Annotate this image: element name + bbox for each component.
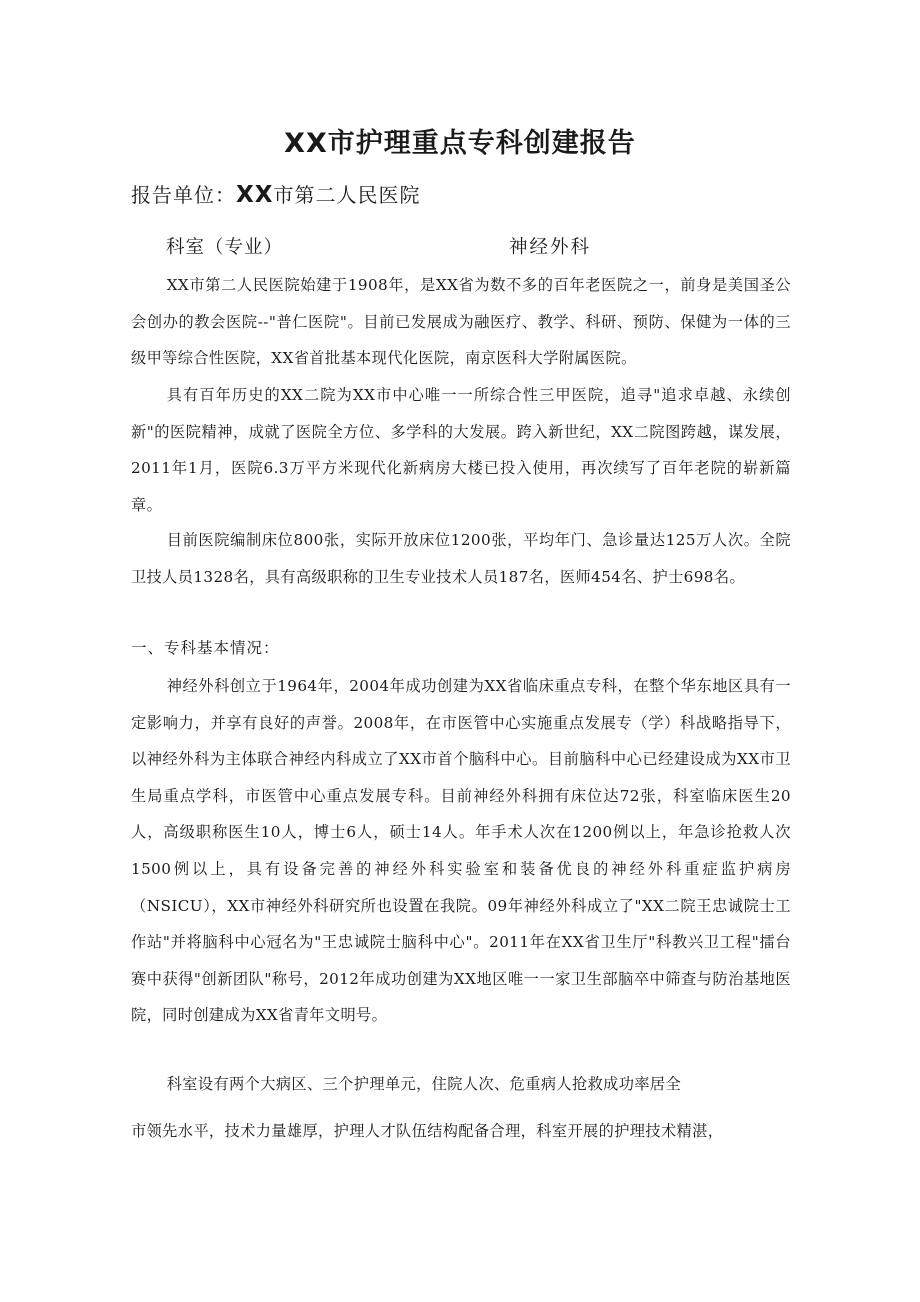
department-value: 神经外科: [509, 237, 592, 258]
section-heading: 一、专科基本情况：: [131, 639, 280, 657]
report-unit-name: 市第二人民医院: [273, 183, 421, 207]
report-unit-bold: XX: [236, 182, 274, 208]
report-unit: [131, 178, 420, 212]
report-unit-label: 报告单位：: [131, 183, 236, 207]
department-label: 科室（专业）: [166, 237, 284, 258]
section-paragraph: 神经外科创立于1964年，2004年成功创建为XX省临床重点专科，在整个华东地区具有一定影响力，并享有良好的声誉。2008年，在市医管中心实施重点发展专（学）科战略指导下，以神经外科为主体联合神经内科成立了XX市首个脑科中心。目前脑科中心已经建设成为XX市卫生局重点学科，市医管中心重点发展专科。目前神经外科拥有床位达72张，科室临床医生20人，高级职称医生10人，博士6人，硕士14人。年手术人次在1200例以上，年急诊抢救人次1500例以上，具有设备完善的神经外科实验室和装备优良的神经外科重症监护病房（NSICU），XX市神经外科研究所也设置在我院。09年神经外科成立了"XX二院王忠诚院士工作站"并将脑科中心冠名为"王忠诚院士脑科中心"。2011年在XX省卫生厅"科教兴卫工程"擂台赛中获得"创新团队"称号，2012年成功创建为XX地区唯一一家卫生部脑卒中筛查与防治基地医院，同时创建成为XX省青年文明号。: [131, 677, 791, 1025]
document-title: XX市护理重点专科创建报告: [284, 128, 636, 159]
intro-paragraph-1: XX市第二人民医院始建于1908年，是XX省为数不多的百年老医院之一，前身是美国圣公会创办的教会医院--"普仁医院"。目前已发展成为融医疗、教学、科研、预防、保健为一体的三级甲等综合性医院，XX省首批基本现代化医院，南京医科大学附属医院。: [131, 276, 791, 368]
closing-line-1: 科室设有两个大病区、三个护理单元，住院人次、危重病人抢救成功率居全: [166, 1075, 682, 1093]
intro-paragraph-3: 目前医院编制床位800张，实际开放床位1200张，平均年门、急诊量达125万人次。全院卫技人员1328名，具有高级职称的卫生专业技术人员187名，医师454名、护士698名。: [131, 531, 791, 586]
closing-line-2: 市领先水平，技术力量雄厚，护理人才队伍结构配备合理，科室开展的护理技术精湛，: [131, 1122, 724, 1140]
intro-paragraph-2: 具有百年历史的XX二院为XX市中心唯一一所综合性三甲医院，追寻"追求卓越、永续创新"的医院精神，成就了医院全方位、多学科的大发展。跨入新世纪，XX二院图跨越，谋发展，2011年1月，医院6.3万平方米现代化新病房大楼已投入使用，再次续写了百年老院的崭新篇章。: [131, 386, 791, 514]
